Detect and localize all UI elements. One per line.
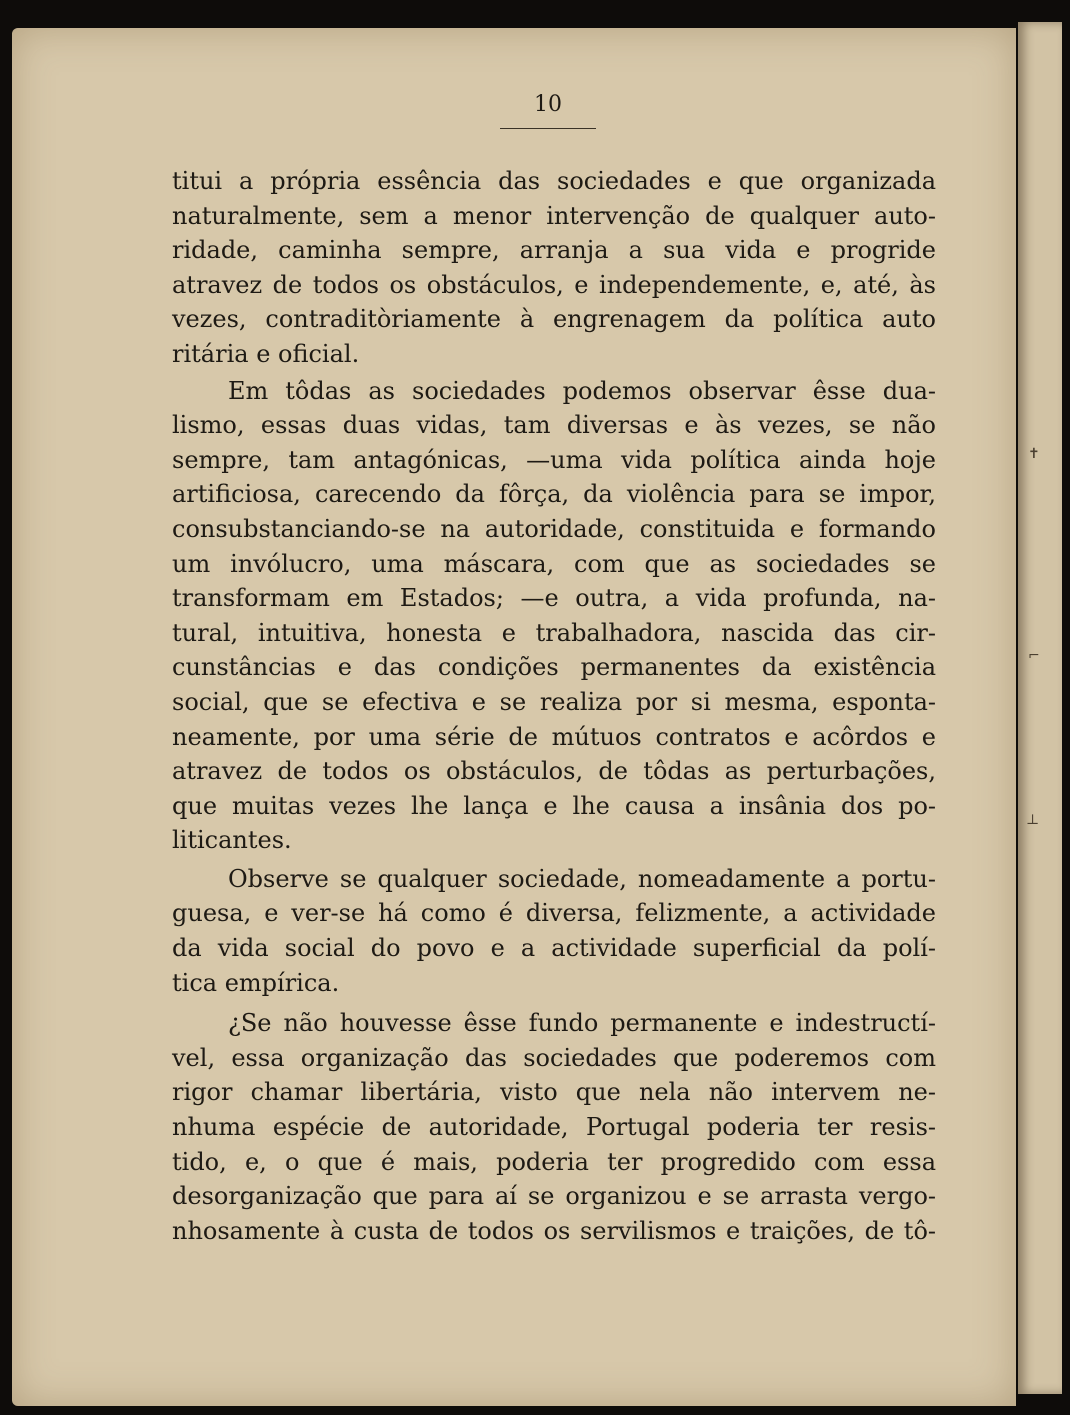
page-number: 10 [534, 92, 562, 117]
paragraph-4 [172, 1006, 936, 1248]
text-line: tica empírica. [172, 968, 340, 997]
paragraph-3 [172, 862, 936, 1000]
adjacent-page-edge [1018, 22, 1062, 1394]
margin-speck-icon: ⊥ [1026, 812, 1040, 828]
text-line: ridade, caminha sempre, arranja a sua vida e progride [172, 236, 936, 265]
text-line: sempre, tam antagónicas, —uma vida política ainda hoje [172, 445, 936, 474]
text-line: atravez de todos os obstáculos, de tôdas as perturbações, [172, 757, 936, 786]
text-line: artificiosa, carecendo da fôrça, da violência para se impor, [172, 480, 936, 509]
margin-speck-icon: ✝ [1028, 446, 1040, 462]
text-line: desorganização que para aí se organizou e se arrasta vergo- [172, 1182, 936, 1211]
text-line: nhosamente à custa de todos os servilismos e traições, de tô- [172, 1216, 936, 1245]
text-line: naturalmente, sem a menor intervenção de qualquer auto- [172, 201, 936, 230]
text-line: tural, intuitiva, honesta e trabalhadora, nascida das cir- [172, 618, 936, 647]
text-line: lismo, essas duas vidas, tam diversas e às vezes, se não [172, 411, 936, 440]
text-line: guesa, e ver-se há como é diversa, felizmente, a actividade [172, 899, 936, 928]
text-line: que muitas vezes lhe lança e lhe causa a insânia dos po- [172, 791, 936, 820]
text-line: cunstâncias e das condições permanentes da existência [172, 653, 936, 682]
text-line: ¿Se não houvesse êsse fundo permanente e indestructí- [228, 1009, 936, 1038]
text-line: vel, essa organização das sociedades que poderemos com [172, 1043, 936, 1072]
text-line: tido, e, o que é mais, poderia ter progredido com essa [172, 1147, 936, 1176]
text-line: vezes, contraditòriamente à engrenagem da política auto [172, 305, 936, 334]
text-line: rigor chamar libertária, visto que nela não intervem ne- [172, 1078, 936, 1107]
text-line: Observe se qualquer sociedade, nomeadamente a portu- [228, 864, 936, 893]
text-line: um invólucro, uma máscara, com que as sociedades se [172, 549, 936, 578]
text-line: social, que se efectiva e se realiza por si mesma, esponta- [172, 687, 936, 716]
text-line: Em tôdas as sociedades podemos observar êsse dua- [228, 376, 936, 405]
text-line: transformam em Estados; —e outra, a vida profunda, na- [172, 584, 936, 613]
paragraph-2 [172, 374, 936, 858]
text-line: neamente, por uma série de mútuos contratos e acôrdos e [172, 722, 936, 751]
text-line: titui a própria essência das sociedades e que organizada [172, 167, 936, 195]
header-rule [500, 128, 596, 129]
text-line: liticantes. [172, 826, 292, 855]
paragraph-1 [172, 164, 936, 372]
text-line: ritária e oficial. [172, 339, 360, 368]
text-line: atravez de todos os obstáculos, e independemente, e, até, às [172, 270, 936, 299]
text-line: consubstanciando-se na autoridade, constituida e formando [172, 514, 936, 543]
text-line: nhuma espécie de autoridade, Portugal poderia ter resis- [172, 1113, 936, 1142]
margin-speck-icon: ⌐ [1028, 648, 1040, 664]
text-line: da vida social do povo e a actividade superficial da polí- [172, 934, 936, 963]
body-text [172, 164, 936, 1248]
